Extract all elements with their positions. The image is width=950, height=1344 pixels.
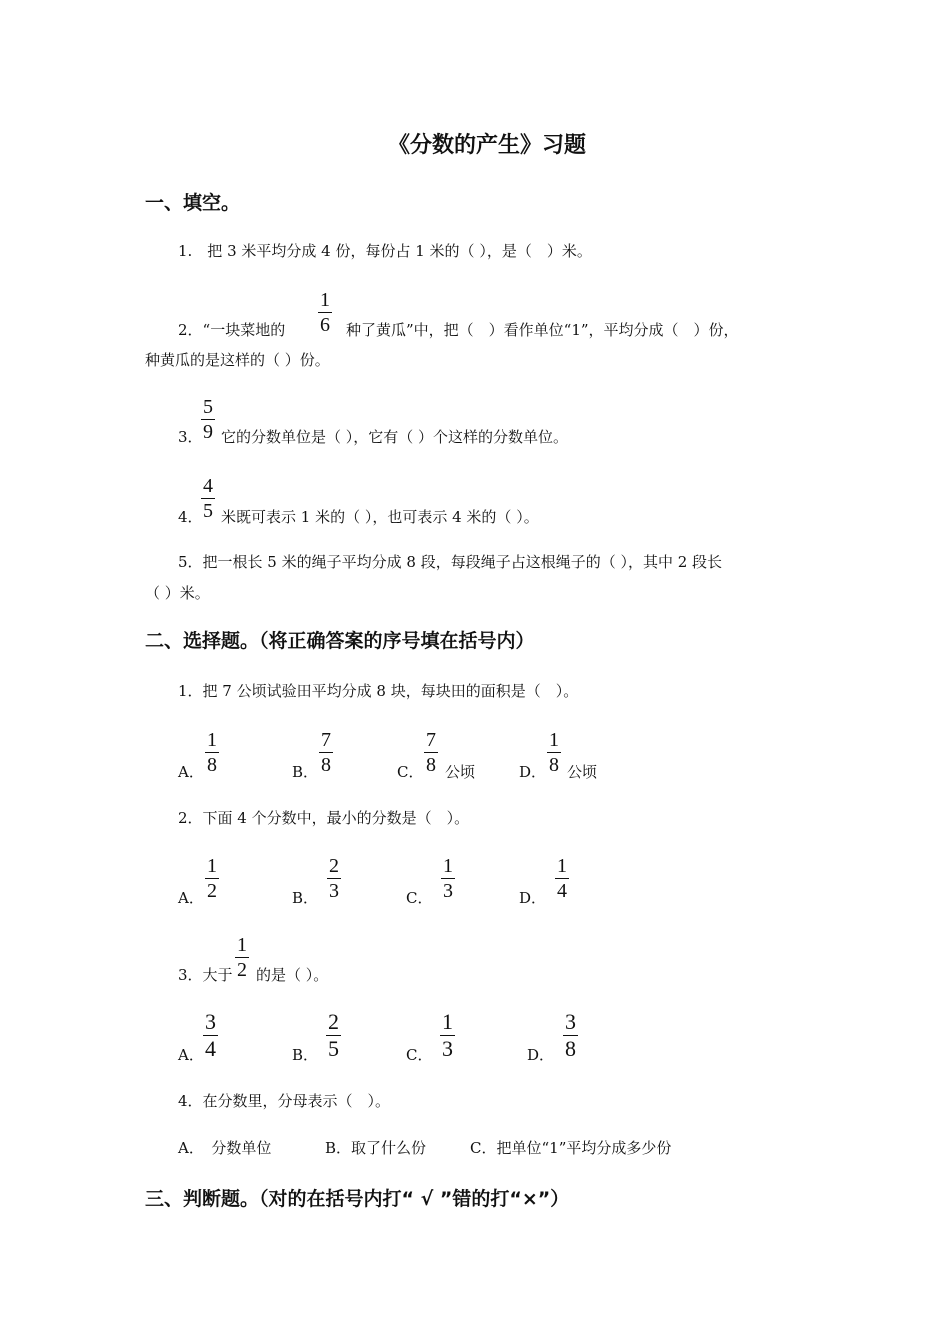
- fraction-numerator: 3: [565, 1009, 576, 1034]
- s2-q1-option-b-label: B．: [292, 763, 319, 781]
- s2-q3-option-a-label: A．: [178, 1046, 204, 1064]
- s2-question-2: 2．下面 4 个分数中，最小的分数是（ ）。: [178, 809, 470, 827]
- s2-question-3-prefix: 3．大于: [178, 966, 233, 984]
- s1-question-3-suffix: 它的分数单位是（ ），它有（ ）个这样的分数单位。: [221, 428, 569, 446]
- fraction-numerator: 1: [442, 1009, 453, 1034]
- fraction-denominator: 8: [321, 754, 331, 776]
- fraction-numerator: 1: [443, 855, 453, 877]
- s2-q2-option-d-label: D．: [519, 889, 547, 907]
- section-3-heading: 三、判断题。（对的在括号内打“ √ ”错的打“×”）: [145, 1188, 570, 1210]
- fraction-denominator: 4: [205, 1036, 216, 1061]
- s2-q1-option-c-fraction: [424, 730, 438, 775]
- fraction-numerator: 3: [205, 1009, 216, 1034]
- page-title: 《分数的产生》习题: [388, 133, 587, 158]
- s2-q3-option-b-label: B．: [292, 1046, 319, 1064]
- s2-q1-option-a-label: A．: [178, 763, 204, 781]
- s2-q1-option-d-unit: 公顷: [567, 763, 598, 781]
- s2-q3-option-d-fraction: [563, 1011, 578, 1060]
- fraction-numerator: 1: [207, 855, 217, 877]
- s2-q2-option-a-fraction: [205, 856, 219, 901]
- fraction-denominator: 3: [329, 880, 339, 902]
- s2-q3-option-c-fraction: [440, 1011, 455, 1060]
- fraction-denominator: 8: [426, 754, 436, 776]
- s2-q3-option-c-label: C．: [406, 1046, 433, 1064]
- s1-question-3-prefix: 3．: [178, 428, 203, 446]
- fraction-numerator: 7: [321, 729, 331, 751]
- fraction-denominator: 5: [203, 500, 213, 522]
- fraction-numerator: 1: [207, 729, 217, 751]
- fraction-numerator: 1: [237, 934, 247, 956]
- s2-q2-option-c-label: C．: [406, 889, 433, 907]
- s2-q2-option-a-label: A．: [178, 889, 204, 907]
- fraction-numerator: 7: [426, 729, 436, 751]
- s1-question-2-prefix: 2．“一块菜地的: [178, 321, 286, 339]
- s2-q3-option-a-fraction: [203, 1011, 218, 1060]
- s2-question-4: 4．在分数里，分母表示（ ）。: [178, 1092, 391, 1110]
- s2-q1-option-a-fraction: [205, 730, 219, 775]
- fraction-denominator: 3: [442, 1036, 453, 1061]
- s1-question-4-suffix: 米既可表示 1 米的（ ），也可表示 4 米的（ ）。: [221, 508, 539, 526]
- s2-q1-option-d-label: D．: [519, 763, 547, 781]
- fraction-denominator: 8: [565, 1036, 576, 1061]
- s2-q3-option-d-label: D．: [527, 1046, 555, 1064]
- fraction-denominator: 4: [557, 880, 567, 902]
- s1-question-5-line2: （ ）米。: [145, 584, 210, 602]
- fraction-numerator: 1: [320, 289, 330, 311]
- s2-q4-option-b: B．取了什么份: [325, 1139, 427, 1157]
- fraction-denominator: 2: [207, 880, 217, 902]
- section-2-heading: 二、选择题。（将正确答案的序号填在括号内）: [145, 630, 535, 652]
- s2-q1-option-c-label: C．: [397, 763, 424, 781]
- s2-q4-option-c: C．把单位“1”平均分成多少份: [470, 1139, 672, 1157]
- fraction-numerator: 1: [557, 855, 567, 877]
- fraction-denominator: 9: [203, 421, 213, 443]
- fraction-numerator: 5: [203, 396, 213, 418]
- fraction-denominator: 8: [207, 754, 217, 776]
- s2-question-1: 1．把 7 公顷试验田平均分成 8 块，每块田的面积是（ ）。: [178, 682, 579, 700]
- s2-q2-option-b-label: B．: [292, 889, 319, 907]
- fraction-numerator: 2: [329, 855, 339, 877]
- section-1-heading: 一、填空。: [145, 192, 241, 214]
- s2-q4-option-a: A． 分数单位: [178, 1139, 272, 1157]
- s2-q2-option-b-fraction: [327, 856, 341, 901]
- s1-question-5-line1: 5．把一根长 5 米的绳子平均分成 8 段，每段绳子占这根绳子的（ ），其中 2 段长: [178, 553, 723, 571]
- fraction-denominator: 2: [237, 959, 247, 981]
- s1-question-4-prefix: 4．: [178, 508, 203, 526]
- fraction-denominator: 5: [328, 1036, 339, 1061]
- fraction-numerator: 2: [328, 1009, 339, 1034]
- s2-q1-option-b-fraction: [319, 730, 333, 775]
- fraction-numerator: 4: [203, 475, 213, 497]
- s1-question-3-fraction: [201, 397, 215, 442]
- s2-q1-option-d-fraction: [547, 730, 561, 775]
- fraction-denominator: 6: [320, 314, 330, 336]
- fraction-denominator: 8: [549, 754, 559, 776]
- s2-q1-option-c-unit: 公顷: [445, 763, 476, 781]
- fraction-numerator: 1: [549, 729, 559, 751]
- s2-question-3-fraction: [235, 935, 249, 980]
- s1-question-4-fraction: [201, 476, 215, 521]
- s1-question-2-suffix: 种了黄瓜”中，把（ ）看作单位“1”，平均分成（ ）份，: [346, 321, 739, 339]
- s1-question-1: 1. 把 3 米平均分成 4 份，每份占 1 米的（ ），是（ ）米。: [178, 242, 592, 260]
- s2-question-3-suffix: 的是（ ）。: [256, 966, 329, 984]
- fraction-denominator: 3: [443, 880, 453, 902]
- s2-q2-option-c-fraction: [441, 856, 455, 901]
- s1-question-2-line2: 种黄瓜的是这样的（ ）份。: [145, 351, 330, 369]
- s1-question-2-fraction: [318, 290, 332, 335]
- s2-q2-option-d-fraction: [555, 856, 569, 901]
- s2-q3-option-b-fraction: [326, 1011, 341, 1060]
